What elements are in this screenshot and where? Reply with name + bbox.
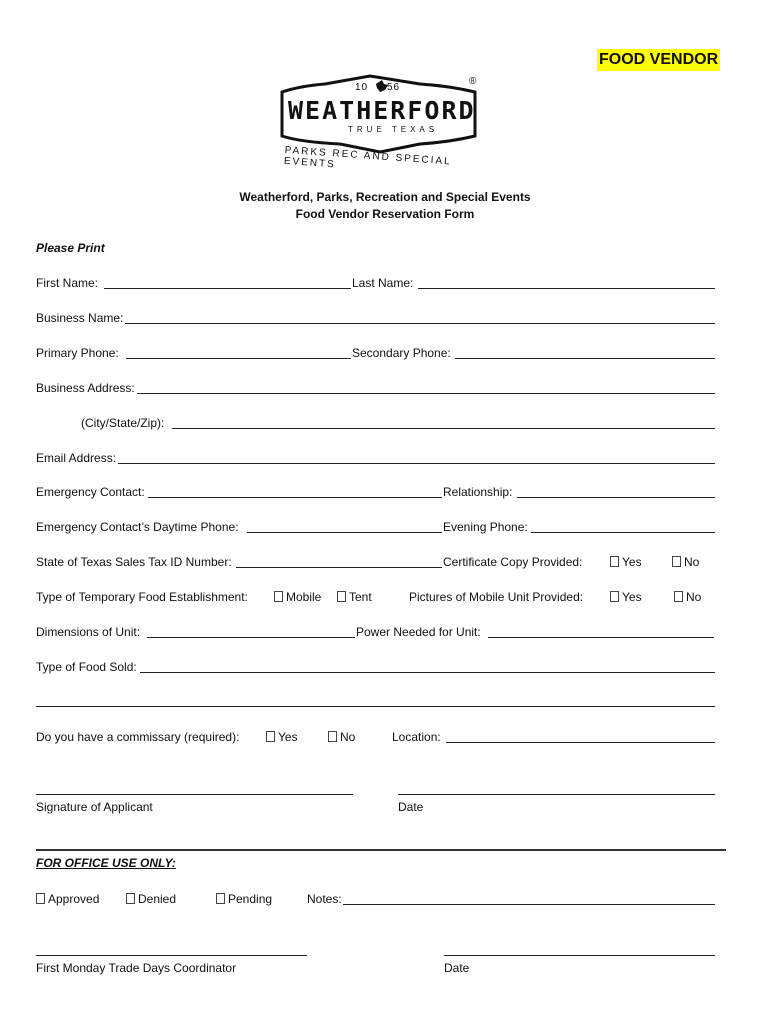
business-name-field[interactable] [125, 323, 715, 324]
checkbox-icon [328, 731, 337, 742]
first-name-label: First Name: [36, 276, 99, 290]
pictures-yes-checkbox[interactable]: Yes [610, 590, 642, 604]
logo-arc-text: PARKS REC AND SPECIAL EVENTS [283, 144, 452, 171]
checkbox-icon [672, 556, 681, 567]
please-print-note: Please Print [36, 241, 105, 255]
cert-copy-label: Certificate Copy Provided: [443, 555, 583, 569]
checkbox-icon [266, 731, 275, 742]
tent-checkbox[interactable]: Tent [337, 590, 372, 604]
dimensions-label: Dimensions of Unit: [36, 625, 141, 639]
logo-name: WEATHERFORD [288, 96, 476, 125]
email-label: Email Address: [36, 451, 117, 465]
power-label: Power Needed for Unit: [356, 625, 481, 639]
coordinator-label: First Monday Trade Days Coordinator [36, 961, 237, 975]
notes-label: Notes: [307, 892, 342, 906]
daytime-phone-label: Emergency Contact’s Daytime Phone: [36, 520, 239, 534]
coordinator-date-field[interactable] [444, 955, 715, 956]
logo-year-left: 10 [355, 82, 369, 93]
checkbox-icon [337, 591, 346, 602]
city-state-zip-field[interactable] [172, 428, 715, 429]
dimensions-field[interactable] [147, 637, 355, 638]
checkbox-icon [610, 556, 619, 567]
form-title-line2: Food Vendor Reservation Form [295, 207, 475, 221]
evening-phone-field[interactable] [531, 532, 715, 533]
checkbox-icon [674, 591, 683, 602]
registered-mark: ® [469, 76, 477, 87]
first-name-field[interactable] [104, 288, 351, 289]
checkbox-icon [274, 591, 283, 602]
secondary-phone-field[interactable] [455, 358, 715, 359]
last-name-field[interactable] [418, 288, 715, 289]
business-address-label: Business Address: [36, 381, 135, 395]
food-type-label: Type of Food Sold: [36, 660, 137, 674]
logo-year-right: 56 [387, 82, 401, 93]
denied-checkbox[interactable]: Denied [126, 892, 176, 906]
applicant-signature-field[interactable] [36, 794, 353, 795]
pictures-no-checkbox[interactable]: No [674, 590, 701, 604]
coordinator-date-label: Date [444, 961, 470, 975]
form-type-badge: FOOD VENDOR [597, 49, 720, 71]
power-field[interactable] [488, 637, 714, 638]
applicant-date-field[interactable] [398, 794, 715, 795]
tax-id-field[interactable] [236, 567, 442, 568]
office-divider [36, 849, 726, 851]
relationship-field[interactable] [517, 497, 715, 498]
checkbox-icon [36, 893, 45, 904]
daytime-phone-field[interactable] [247, 532, 442, 533]
office-use-heading: FOR OFFICE USE ONLY: [36, 856, 176, 870]
business-address-field[interactable] [137, 393, 715, 394]
primary-phone-field[interactable] [126, 358, 351, 359]
last-name-label: Last Name: [352, 276, 414, 290]
pending-checkbox[interactable]: Pending [216, 892, 272, 906]
mobile-checkbox[interactable]: Mobile [274, 590, 321, 604]
form-title-line1: Weatherford, Parks, Recreation and Special Events [239, 190, 531, 204]
business-name-label: Business Name: [36, 311, 124, 325]
location-label: Location: [392, 730, 441, 744]
city-state-zip-label: (City/State/Zip): [81, 416, 165, 430]
checkbox-icon [126, 893, 135, 904]
coordinator-signature-field[interactable] [36, 955, 307, 956]
food-type-field-continued[interactable] [36, 706, 715, 707]
commissary-yes-checkbox[interactable]: Yes [266, 730, 298, 744]
primary-phone-label: Primary Phone: [36, 346, 119, 360]
checkbox-icon [216, 893, 225, 904]
cert-no-checkbox[interactable]: No [672, 555, 699, 569]
checkbox-icon [610, 591, 619, 602]
commissary-label: Do you have a commissary (required): [36, 730, 240, 744]
emergency-contact-label: Emergency Contact: [36, 485, 145, 499]
approved-checkbox[interactable]: Approved [36, 892, 99, 906]
secondary-phone-label: Secondary Phone: [352, 346, 451, 360]
email-field[interactable] [118, 463, 715, 464]
notes-field[interactable] [343, 904, 715, 905]
commissary-no-checkbox[interactable]: No [328, 730, 355, 744]
food-type-field[interactable] [140, 672, 715, 673]
weatherford-logo [270, 70, 490, 180]
emergency-contact-field[interactable] [148, 497, 442, 498]
pictures-label: Pictures of Mobile Unit Provided: [409, 590, 584, 604]
relationship-label: Relationship: [443, 485, 513, 499]
tax-id-label: State of Texas Sales Tax ID Number: [36, 555, 232, 569]
applicant-signature-label: Signature of Applicant [36, 800, 153, 814]
establishment-type-label: Type of Temporary Food Establishment: [36, 590, 248, 604]
location-field[interactable] [446, 742, 715, 743]
cert-yes-checkbox[interactable]: Yes [610, 555, 642, 569]
evening-phone-label: Evening Phone: [443, 520, 528, 534]
applicant-date-label: Date [398, 800, 424, 814]
logo-tagline: TRUE TEXAS [348, 125, 439, 134]
